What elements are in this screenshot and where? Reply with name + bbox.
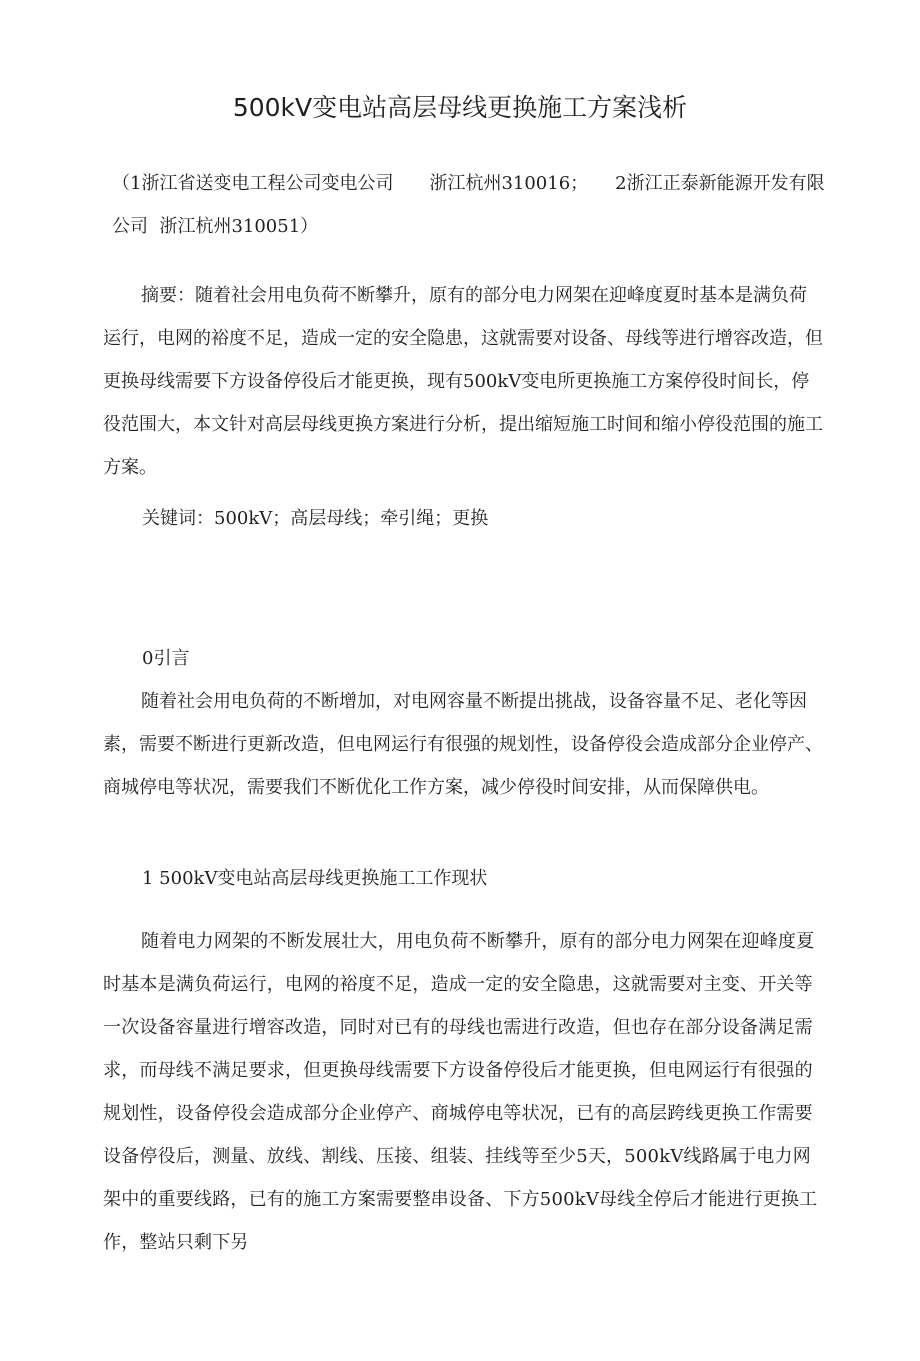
introduction-paragraph: 随着社会用电负荷的不断增加，对电网容量不断提出挑战，设备容量不足、老化等因素，需要不断进行更新改造，但电网运行有很强的规划性，设备停役会造成部分企业停产、商城停电等状况，需要我们不断优化工作方案，减少停役时间安排，从而保障供电。 [103,691,823,798]
abstract-paragraph: 摘要：随着社会用电负荷不断攀升，原有的部分电力网架在迎峰度夏时基本是满负荷运行，电网的裕度不足，造成一定的安全隐患，这就需要对设备、母线等进行增容改造，但更换母线需要下方设备停役后才能更换，现有500kV变电所更换施工方案停役时间长，停役范围大，本文针对高层母线更换方案进行分析，提出缩短施工时间和缩小停役范围的施工方案。 [103,285,823,478]
status-paragraph: 随着电力网架的不断发展壮大，用电负荷不断攀升，原有的部分电力网架在迎峰度夏时基本是满负荷运行，电网的裕度不足，造成一定的安全隐患，这就需要对主变、开关等一次设备容量进行增容改造，同时对已有的母线也需进行改造，但也存在部分设备满足需求，而母线不满足要求，但更换母线需要下方设备停役后才能更换，但电网运行有很强的规划性，设备停役会造成部分企业停产、商城停电等状况，已有的高层跨线更换工作需要设备停役后，测量、放线、割线、压接、组装、挂线等至少5天，500kV线路属于电力网架中的重要线路，已有的施工方案需要整串设备、下方500kV母线全停后才能进行更换工作，整站只剩下另 [103,931,818,1253]
author-affiliation: （1浙江省送变电工程公司变电公司 浙江杭州310016； 2浙江正泰新能源开发有限公司 浙江杭州310051） [112,173,825,237]
section-heading-status: 1 500kV变电站高层母线更换施工工作现状 [142,868,488,889]
paper-title: 500kV变电站高层母线更换施工方案浅析 [232,93,688,122]
section-heading-introduction: 0引言 [142,648,190,669]
keywords-line: 关键词：500kV；高层母线；牵引绳；更换 [142,508,489,529]
